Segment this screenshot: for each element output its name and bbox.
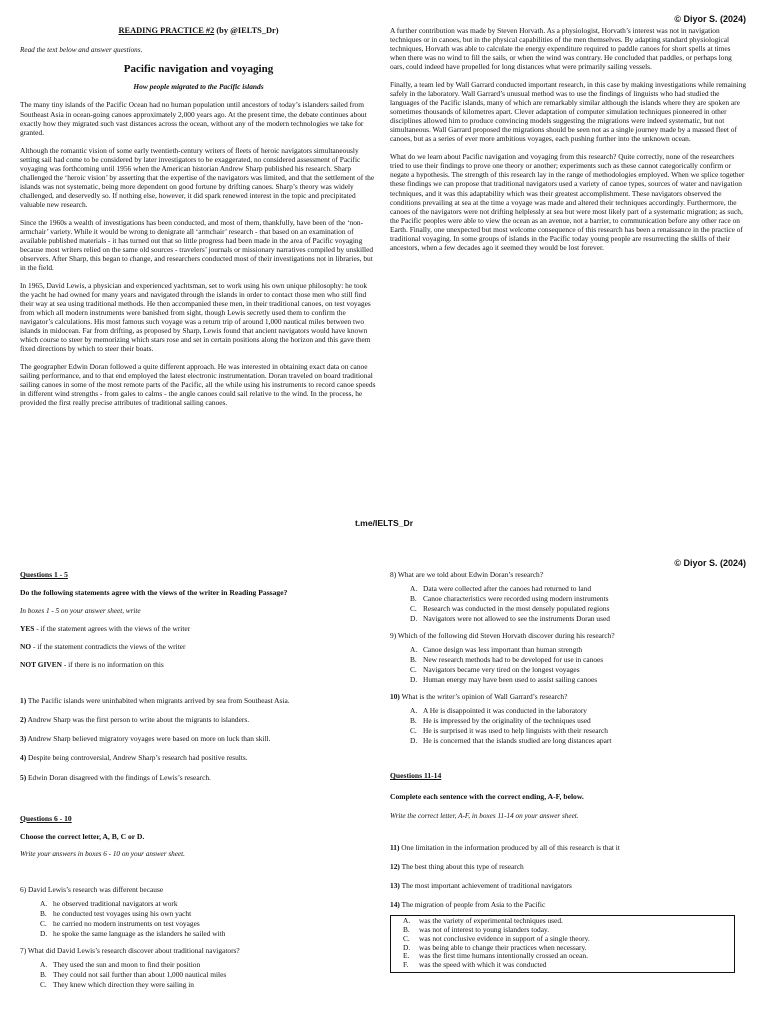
option-letter: A.: [410, 706, 418, 716]
answer-key-not-given: [20, 660, 375, 669]
question-number: 13): [390, 880, 400, 890]
ending-text: was not of interest to young islanders today.: [419, 924, 550, 934]
passage-paragraph: The many tiny islands of the Pacific Ocean had no human population until ancestors of today’s islanders sailed from Southeast Asia in ocean-going canoes approximately 2,000 years ago. At the present time, the debate continues about exactly how they migrated such vast distances across the ocean, without any of the modern technologies we take for granted.: [20, 100, 367, 137]
question-item: [390, 843, 750, 852]
question-text: Andrew Sharp was the first person to write about the migrants to islanders.: [26, 715, 250, 725]
option-letter: C.: [40, 980, 47, 990]
question-item: [20, 885, 375, 894]
question-text: The migration of people from Asia to the Pacific: [399, 899, 546, 909]
question-number: 7): [20, 945, 27, 955]
option-item[interactable]: [410, 584, 750, 593]
ending-text: was being able to change their practices when necessary.: [419, 942, 587, 952]
page-questions: [0, 556, 768, 1024]
practice-header-author: (by @IELTS_Dr): [214, 26, 279, 35]
question-text: What did David Lewis’s research discover about traditional navigators?: [26, 945, 240, 955]
answer-key-term: NOT GIVEN: [20, 660, 62, 670]
option-text: he conducted test voyages using his own yacht: [53, 908, 192, 918]
ending-text: was the first time humans intentionally crossed an ocean.: [419, 951, 588, 961]
option-item[interactable]: [410, 594, 750, 603]
answer-key-term: NO: [20, 642, 32, 652]
telegram-link[interactable]: t.me/IELTS_Dr: [354, 518, 414, 528]
option-item[interactable]: [410, 736, 750, 745]
option-letter: C.: [410, 726, 417, 736]
option-item[interactable]: [410, 726, 750, 735]
copyright-label: © Diyor S. (2024): [674, 14, 746, 24]
question-item: [20, 753, 375, 762]
question-text: Edwin Doran disagreed with the findings of Lewis’s research.: [26, 772, 211, 782]
option-item[interactable]: [40, 909, 375, 918]
ending-letter: B.: [403, 924, 410, 934]
option-list: [40, 960, 375, 989]
passage-subtitle: How people migrated to the Pacific islands: [133, 82, 264, 92]
question-number: 3): [20, 734, 27, 744]
question-text: Which of the following did Steven Horvath discover during his research?: [396, 631, 615, 641]
option-letter: B.: [40, 908, 47, 918]
option-text: he carried no modern instruments on test voyages: [53, 918, 200, 928]
passage-paragraph: What do we learn about Pacific navigation and voyaging from this research? Quite correctly, none of the researchers tried to use their findings to prove one theory or another; experiments such as these cannot categorically confirm or negate a hypothesis. The strength of this research lay in the range of methodologies employed. When we splice together these findings we can propose that traditional navigators used a variety of canoe types, sources of water and navigation techniques, and it was this adaptability which was their greatest accomplishment. These navigators observed the conditions prevailing at sea at the time a voyage was made and altered their techniques accordingly. Furthermore, the canoes of the navigators were not drifting helplessly at sea but were most likely part of a systematic migration; as such, the Pacific peoples were able to view the ocean as an avenue, not a barrier, to communication before any other race on Earth. Finally, one unexpected but most welcome consequence of this research has been a renaissance in the practice of traditional voyaging. In some groups of islands in the Pacific today young people are resurrecting the skills of their ancestors, when a few decades ago it seemed they would be lost forever.: [390, 152, 745, 252]
question-number: 2): [20, 715, 27, 725]
answer-key-term: YES: [20, 624, 35, 634]
option-letter: B.: [410, 594, 417, 604]
passage-paragraph: Since the 1960s a wealth of investigations has been conducted, and most of them, thankfully, have been of the ‘non-armchair’ variety. While it would be wrong to denigrate all ‘armchair’ research - that based on an examination of available published materials - it has turned out that so little progress had been made in the area of Pacific voyaging because most writers relied on the same old sources - travelers’ journals or missionary narratives compiled by unskilled observers. After Sharp, this began to change, and researchers conducted most of their investigations not in libraries, but in the field.: [20, 217, 374, 272]
option-text: They used the sun and moon to find their position: [53, 960, 201, 969]
option-text: Data were collected after the canoes had returned to land: [423, 584, 592, 594]
question-number: 10): [390, 692, 400, 702]
option-letter: D.: [410, 736, 418, 746]
questions-right-column: [390, 570, 750, 973]
option-letter: D.: [410, 675, 418, 685]
question-number: 1): [20, 696, 27, 706]
option-letter: B.: [40, 970, 47, 980]
ending-text: was not conclusive evidence in support of a single theory.: [419, 933, 590, 943]
question-number: 12): [390, 861, 400, 871]
option-item[interactable]: [40, 970, 375, 979]
answer-key-desc: - if the statement contradicts the views of the writer: [31, 642, 186, 652]
option-list: [40, 899, 375, 938]
option-letter: B.: [410, 716, 417, 726]
question-number: 11): [390, 842, 400, 852]
option-item[interactable]: [40, 980, 375, 989]
ending-text: was the variety of experimental techniques used.: [419, 915, 563, 925]
section-heading: Questions 11-14: [390, 771, 442, 781]
question-number: 8): [390, 570, 397, 579]
option-text: he observed traditional navigators at work: [53, 898, 178, 908]
copyright-label: © Diyor S. (2024): [674, 558, 746, 568]
option-text: Canoe design was less important than human strength: [423, 645, 583, 655]
ending-letter: D.: [403, 942, 411, 952]
option-item[interactable]: [410, 706, 750, 715]
question-number: 9): [390, 631, 397, 641]
option-letter: B.: [410, 655, 417, 665]
section-instruction: In boxes 1 - 5 on your answer sheet, write: [20, 606, 141, 615]
question-text: The best thing about this type of research: [399, 861, 524, 871]
option-letter: C.: [410, 604, 417, 614]
endings-box: [390, 915, 735, 973]
ending-letter: E.: [403, 951, 410, 961]
option-letter: C.: [410, 665, 417, 675]
question-text: What are we told about Edwin Doran’s research?: [396, 570, 543, 579]
option-text: Research was conducted in the most densely populated regions: [423, 604, 610, 614]
passage-instruction: Read the text below and answer questions.: [20, 46, 143, 55]
practice-header-title: READING PRACTICE #2: [118, 26, 215, 35]
question-item: [390, 692, 750, 701]
ending-letter: C.: [403, 933, 410, 943]
option-item[interactable]: [40, 899, 375, 908]
passage-paragraph: Finally, a team led by Wall Garrard conducted important research, in this case by making investigations while remaining safely in the laboratory. Wall Garrard’s unusual method was to use the findings of linguists who had studied the languages of the Pacific islands, many of which are remarkably similar although the islands where they are spoken are sometimes thousands of kilometres apart. Clever adaptation of computer simulation techniques pioneered in other disciplines allowed him to produce convincing models suggesting the migrations were indeed systematic, but not simultaneous. Wall Garrard proposed the migrations should be seen not as a single journey made by a massed fleet of canoes, but as a series of ever more ambitious voyages, each pushing further into the unknown ocean.: [390, 80, 747, 144]
option-letter: D.: [40, 928, 48, 938]
option-list: [410, 584, 750, 623]
section-prompt: Do the following statements agree with the views of the writer in Reading Passage?: [20, 588, 288, 598]
practice-header: [20, 26, 377, 36]
ending-item: [403, 961, 730, 970]
question-item: [390, 862, 750, 871]
question-text: Despite being controversial, Andrew Sharp’s research had positive results.: [26, 753, 248, 763]
passage-paragraph: In 1965, David Lewis, a physician and experienced yachtsman, set to work using his own unique philosophy: he took the yacht he had owned for many years and navigated through the islands in order to contact those men who still find their way at sea using traditional methods. He then accompanied these men, in their traditional canoes, on test voyages from which all modern instruments were banished from sight, though Lewis secretly used them to confirm the navigator’s calculations. His most famous such voyage was a return trip of around 1,000 nautical miles between two islands in midocean. Far from drifting, as proposed by Sharp, Lewis found that ancient navigators would have known which course to steer by memorizing which stars rose and set in certain positions along the horizon and this gave them fixed directions by which to steer their boats.: [20, 281, 371, 354]
question-item: [390, 900, 750, 909]
option-letter: A.: [40, 898, 48, 908]
option-text: New research methods had to be developed for use in canoes: [423, 655, 604, 665]
answer-key-desc: - if the statement agrees with the views of the writer: [34, 624, 191, 634]
option-text: He is impressed by the originality of the techniques used: [423, 716, 591, 726]
section-heading: Questions 6 - 10: [20, 813, 72, 823]
question-number: 14): [390, 899, 400, 909]
passage-title: Pacific navigation and voyaging: [123, 63, 274, 76]
section-instruction: Write your answers in boxes 6 - 10 on your answer sheet.: [20, 850, 185, 859]
ending-text: was the speed with which it was conducted: [419, 960, 547, 970]
section-heading: Questions 1 - 5: [20, 570, 68, 579]
option-text: Navigators became very tired on the longest voyages: [423, 665, 580, 675]
option-list: [410, 706, 750, 745]
option-item[interactable]: [40, 960, 375, 969]
question-item: [390, 631, 750, 640]
question-text: Andrew Sharp believed migratory voyages were based on more on luck than skill.: [26, 734, 271, 744]
option-text: Navigators were not allowed to see the instruments Doran used: [423, 614, 610, 624]
section-prompt: Choose the correct letter, A, B, C or D.: [20, 831, 145, 841]
question-number: 5): [20, 772, 27, 782]
option-text: A He is disappointed it was conducted in the laboratory: [423, 706, 587, 716]
option-text: he spoke the same language as the islanders he sailed with: [53, 928, 226, 938]
option-text: Human energy may have been used to assist sailing canoes: [423, 675, 598, 685]
option-item[interactable]: [410, 665, 750, 674]
option-text: Canoe characteristics were recorded using modern instruments: [423, 594, 609, 604]
question-item: [20, 946, 375, 955]
option-letter: A.: [410, 645, 418, 655]
option-letter: C.: [40, 918, 47, 928]
option-list: [410, 645, 750, 684]
question-item: [20, 773, 375, 782]
passage-paragraph: The geographer Edwin Doran followed a quite different approach. He was interested in obtaining exact data on canoe sailing performance, and to that end employed the latest electronic instrumentation. Doran traveled on board traditional sailing canoes in some of the most remote parts of the Pacific, all the while using his instruments to record canoe speeds in different wind strengths - from gales to calms - the angle canoes could sail relative to the wind. In the process, he provided the first really precise attributes of traditional sailing canoes.: [20, 362, 376, 408]
option-item[interactable]: [40, 919, 375, 928]
ending-letter: A.: [403, 915, 411, 925]
question-item: [390, 881, 750, 890]
option-item[interactable]: [410, 716, 750, 725]
question-number: 6): [20, 884, 27, 894]
question-item: [390, 570, 750, 579]
option-letter: A.: [40, 960, 48, 969]
option-item[interactable]: [410, 655, 750, 664]
option-text: He is surprised it was used to help linguists with their research: [423, 726, 608, 736]
question-item: [20, 696, 375, 705]
section-prompt: Complete each sentence with the correct ending, A-F, below.: [390, 791, 584, 801]
option-item[interactable]: [410, 675, 750, 684]
passage-paragraph: A further contribution was made by Steven Horvath. As a physiologist, Horvath’s interest was not in navigation techniques or in canoes, but in the physical capabilities of the men themselves. By adapting standard physiological techniques, Horvath was able to calculate the energy expenditure required to paddle canoes for short spells at times when there was no wind to fill the sails, or when the wind was contrary. He concluded that paddles, or perhaps long oars, could indeed have propelled for long distances what were primarily sailing vessels.: [390, 26, 732, 72]
passage-left-column: [20, 26, 377, 416]
passage-paragraph: Although the romantic vision of some early twentieth-century writers of fleets of heroic navigators simultaneously setting sail had come to be considered by later investigators to be exaggerated, no considered assessment of Pacific voyaging was forthcoming until 1956 when the American historian Andrew Sharp published his research. Sharp challenged the ‘heroic vision’ by asserting that the expertise of the navigators was limited, and that the settlement of the islands was not systematic, being more dependent on good fortune by drifting canoes. Sharp’s theory was widely challenged, and deservedly so. If nothing else, however, it did spark renewed interest in the topic and precipitated valuable new research.: [20, 145, 375, 209]
question-number: 4): [20, 753, 27, 763]
option-item[interactable]: [410, 604, 750, 613]
option-item[interactable]: [410, 614, 750, 623]
ending-letter: F.: [403, 960, 409, 970]
question-text: David Lewis’s research was different because: [26, 884, 164, 894]
question-text: The most important achievement of traditional navigators: [399, 880, 572, 890]
question-item: [20, 734, 375, 743]
option-letter: A.: [410, 584, 418, 594]
answer-key-no: [20, 642, 375, 651]
questions-left-column: [20, 570, 375, 997]
option-item[interactable]: [40, 929, 375, 938]
question-text: What is the writer’s opinion of Wall Garrard’s research?: [399, 692, 568, 702]
option-text: They knew which direction they were sailing in: [53, 980, 194, 990]
option-item[interactable]: [410, 645, 750, 654]
question-text: One limitation in the information produced by all of this research is that it: [399, 842, 620, 852]
answer-key-desc: - if there is no information on this: [61, 660, 164, 670]
answer-key-yes: [20, 624, 375, 633]
option-text: They could not sail further than about 1,000 nautical miles: [53, 970, 227, 980]
option-text: He is concerned that the islands studied are long distances apart: [423, 736, 612, 746]
question-item: [20, 715, 375, 724]
section-instruction: Write the correct letter, A-F, in boxes 11-14 on your answer sheet.: [390, 811, 579, 820]
passage-right-column: [390, 26, 747, 261]
option-letter: D.: [410, 614, 418, 624]
question-text: The Pacific islands were uninhabited when migrants arrived by sea from Southeast Asia.: [26, 696, 290, 706]
